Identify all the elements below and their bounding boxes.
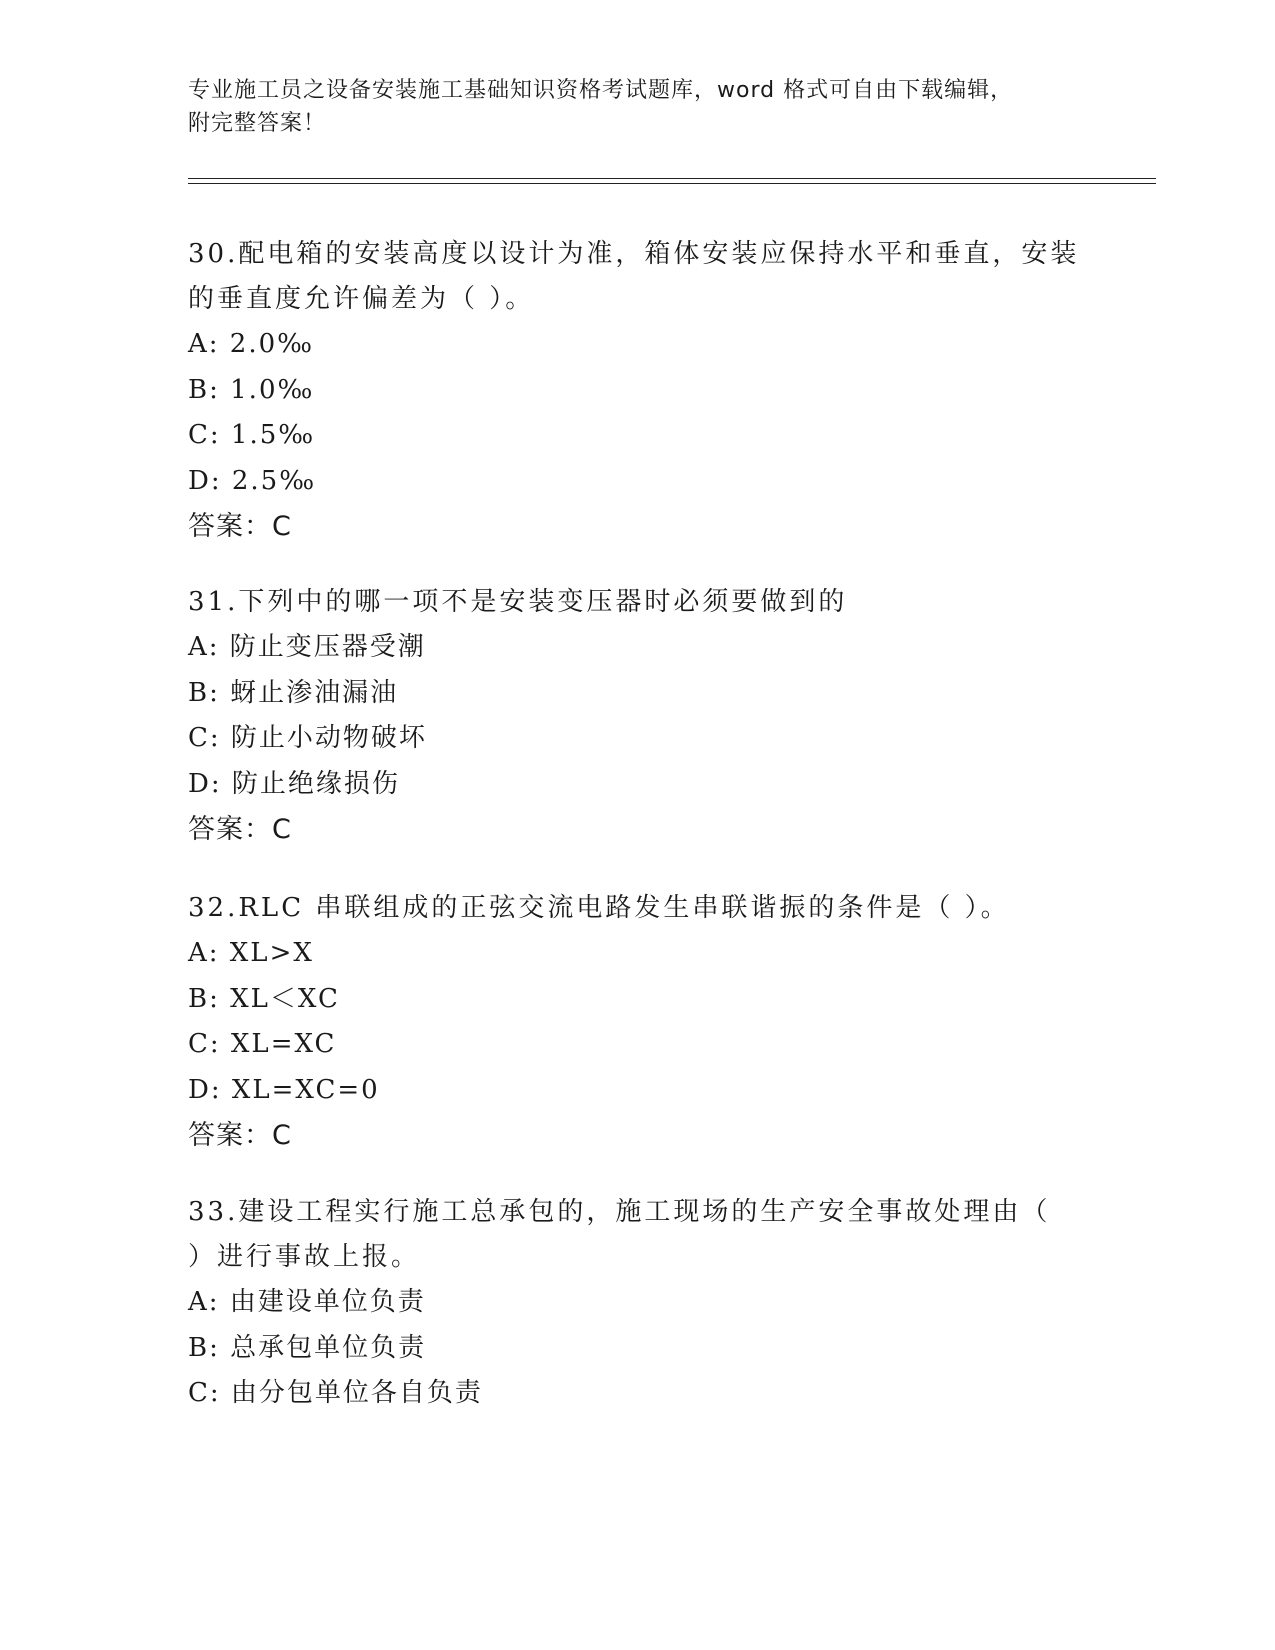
question-stem-line: 31.下列中的哪一项不是安装变压器时必须要做到的 <box>188 587 848 617</box>
option-c: C: 1.5‰ <box>188 420 316 450</box>
question-30 <box>188 232 1108 549</box>
question-stem-line: 的垂直度允许偏差为（ ）。 <box>188 284 535 314</box>
option-a: A: 由建设单位负责 <box>188 1287 426 1317</box>
option-d: D: XL=XC=0 <box>188 1074 380 1105</box>
option-b: B: 1.0‰ <box>188 374 315 405</box>
document-header <box>188 74 1088 140</box>
option-a: A: XL>X <box>188 938 314 968</box>
option-d: D: 防止绝缘损伤 <box>188 768 400 799</box>
question-33 <box>188 1190 1108 1417</box>
option-d: D: 2.5‰ <box>188 465 317 496</box>
option-c: C: XL=XC <box>188 1029 337 1059</box>
question-32 <box>188 886 1108 1158</box>
header-divider-bottom <box>188 183 1156 184</box>
option-b: B: 总承包单位负责 <box>188 1332 427 1363</box>
option-c: C: 防止小动物破坏 <box>188 723 427 753</box>
option-a: A: 防止变压器受潮 <box>188 632 426 662</box>
option-c: C: 由分包单位各自负责 <box>188 1378 483 1408</box>
option-a: A: 2.0‰ <box>188 329 315 359</box>
answer-line: 答案：C <box>188 1120 292 1151</box>
header-divider-top <box>188 178 1156 179</box>
question-stem-line: 32.RLC 串联组成的正弦交流电路发生串联谐振的条件是（ ）。 <box>188 893 1010 923</box>
option-b: B: 蚜止渗油漏油 <box>188 677 399 708</box>
question-31 <box>188 580 1108 852</box>
header-line-1: 专业施工员之设备安装施工基础知识资格考试题库，word 格式可自由下载编辑， <box>188 78 1014 103</box>
option-b: B: XL＜XC <box>188 983 340 1014</box>
answer-line: 答案：C <box>188 511 292 542</box>
question-stem-line: 33.建设工程实行施工总承包的，施工现场的生产安全事故处理由（ <box>188 1197 1051 1227</box>
question-stem-line: ）进行事故上报。 <box>188 1242 421 1272</box>
question-stem-line: 30.配电箱的安装高度以设计为准，箱体安装应保持水平和垂直，安装 <box>188 239 1080 269</box>
header-line-2: 附完整答案！ <box>188 111 327 136</box>
answer-line: 答案：C <box>188 814 292 845</box>
